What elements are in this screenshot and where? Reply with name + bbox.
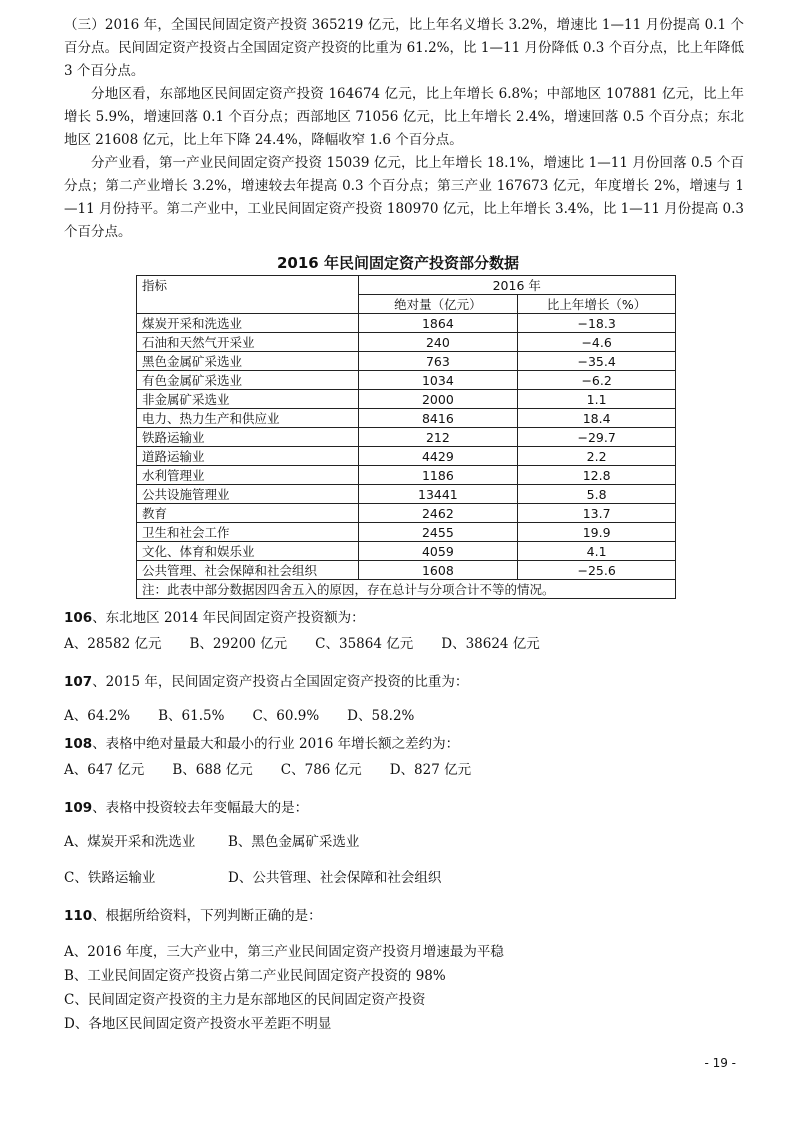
questions-section (64, 607, 744, 1035)
row-absolute: 1864 (358, 314, 518, 333)
question-stem (64, 671, 744, 693)
option-a[interactable]: A、2016 年度，三大产业中，第三产业民间固定资产投资月增速最为平稳 (64, 944, 504, 960)
question-stem (64, 607, 744, 629)
row-indicator: 黑色金属矿采选业 (137, 352, 359, 371)
row-growth: 12.8 (518, 466, 676, 485)
option-d[interactable]: D、58.2% (347, 708, 415, 724)
row-indicator: 有色金属矿采选业 (137, 371, 359, 390)
paragraph-regions: 分地区看，东部地区民间固定资产投资 164674 亿元，比上年增长 6.8%；中部地区 107881 亿元，比上年增长 5.9%，增速回落 0.1 个百分点；西部地区 71056 亿元，比上年增长 2.4%，增速回落 0.5 个百分点；东北地区 21608 亿元，比上年下降 24.4%，降幅收窄 1.6 个百分点。 (64, 86, 744, 148)
option-b[interactable]: B、29200 亿元 (189, 636, 288, 652)
row-absolute: 8416 (358, 409, 518, 428)
table-row (137, 523, 676, 542)
question-stem (64, 733, 744, 755)
option-c[interactable]: C、铁路运输业 (64, 870, 156, 886)
row-absolute: 4059 (358, 542, 518, 561)
row-growth: 5.8 (518, 485, 676, 504)
row-growth: 4.1 (518, 542, 676, 561)
option-d[interactable]: D、38624 亿元 (441, 636, 540, 652)
row-indicator: 石油和天然气开采业 (137, 333, 359, 352)
table-row (137, 333, 676, 352)
row-absolute: 13441 (358, 485, 518, 504)
row-indicator: 铁路运输业 (137, 428, 359, 447)
row-growth: 2.2 (518, 447, 676, 466)
question-text: 、表格中投资较去年变幅最大的是： (92, 800, 309, 816)
row-indicator: 公共设施管理业 (137, 485, 359, 504)
row-growth: −6.2 (518, 371, 676, 390)
question-text: 、表格中绝对量最大和最小的行业 2016 年增长额之差约为： (92, 736, 460, 752)
option-a[interactable]: A、64.2% (64, 708, 131, 724)
question-number: 110 (64, 908, 93, 924)
row-absolute: 1034 (358, 371, 518, 390)
question-text: 、根据所给资料，下列判断正确的是： (92, 908, 322, 924)
header-growth: 比上年增长（%） (518, 295, 676, 314)
row-growth: 1.1 (518, 390, 676, 409)
question-stem (64, 797, 744, 819)
row-absolute: 763 (358, 352, 518, 371)
question-number: 106 (64, 610, 93, 626)
question-number: 108 (64, 736, 93, 752)
option-b[interactable]: B、黑色金属矿采选业 (228, 834, 360, 850)
row-absolute: 1608 (358, 561, 518, 580)
row-growth: −29.7 (518, 428, 676, 447)
row-absolute: 212 (358, 428, 518, 447)
table-row (137, 561, 676, 580)
table-note: 注：此表中部分数据因四舍五入的原因，存在总计与分项合计不等的情况。 (137, 580, 676, 599)
table-row (137, 447, 676, 466)
option-d[interactable]: D、各地区民间固定资产投资水平差距不明显 (64, 1016, 332, 1032)
header-indicator: 指标 (137, 276, 359, 314)
question-106 (64, 607, 744, 655)
row-growth: 13.7 (518, 504, 676, 523)
option-b[interactable]: B、61.5% (158, 708, 225, 724)
investment-table (136, 275, 676, 599)
table-row (137, 390, 676, 409)
question-107 (64, 671, 744, 727)
option-b[interactable]: B、688 亿元 (172, 762, 253, 778)
row-growth: −4.6 (518, 333, 676, 352)
table-row (137, 352, 676, 371)
table-row (137, 428, 676, 447)
row-growth: −18.3 (518, 314, 676, 333)
question-text: 、2015 年，民间固定资产投资占全国固定资产投资的比重为： (92, 674, 469, 690)
row-growth: 19.9 (518, 523, 676, 542)
data-table-section (64, 252, 744, 599)
row-indicator: 道路运输业 (137, 447, 359, 466)
table-row (137, 371, 676, 390)
paragraph-national: （三）2016 年，全国民间固定资产投资 365219 亿元，比上年名义增长 3.2%，增速比 1—11 月份提高 0.1 个百分点。民间固定资产投资占全国固定资产投资的比重为 61.2%，比 1—11 月份降低 0.3 个百分点，比上年降低 3 个百分点。 (64, 17, 744, 79)
row-indicator: 煤炭开采和洗选业 (137, 314, 359, 333)
row-indicator: 公共管理、社会保障和社会组织 (137, 561, 359, 580)
option-c[interactable]: C、民间固定资产投资的主力是东部地区的民间固定资产投资 (64, 992, 426, 1008)
option-c[interactable]: C、60.9% (252, 708, 320, 724)
row-indicator: 文化、体育和娱乐业 (137, 542, 359, 561)
option-a[interactable]: A、煤炭开采和洗选业 (64, 834, 196, 850)
option-b[interactable]: B、工业民间固定资产投资占第二产业民间固定资产投资的 98% (64, 968, 446, 984)
question-number: 107 (64, 674, 93, 690)
table-row (137, 409, 676, 428)
row-absolute: 2455 (358, 523, 518, 542)
row-absolute: 2462 (358, 504, 518, 523)
option-c[interactable]: C、786 亿元 (280, 762, 362, 778)
header-year: 2016 年 (358, 276, 675, 295)
document-page (64, 14, 744, 1035)
question-110 (64, 905, 744, 1035)
row-absolute: 2000 (358, 390, 518, 409)
question-108 (64, 733, 744, 781)
table-row (137, 466, 676, 485)
option-c[interactable]: C、35864 亿元 (315, 636, 414, 652)
row-indicator: 教育 (137, 504, 359, 523)
row-indicator: 非金属矿采选业 (137, 390, 359, 409)
row-absolute: 240 (358, 333, 518, 352)
question-number: 109 (64, 800, 93, 816)
page-number: - 19 - (704, 1056, 736, 1070)
row-indicator: 电力、热力生产和供应业 (137, 409, 359, 428)
row-absolute: 4429 (358, 447, 518, 466)
paragraph-industries: 分产业看，第一产业民间固定资产投资 15039 亿元，比上年增长 18.1%，增速比 1—11 月份回落 0.5 个百分点；第二产业增长 3.2%，增速较去年提高 0.3 个百分点；第三产业 167673 亿元，年度增长 2%，增速与 1—11 月份持平。第二产业中，工业民间固定资产投资 180970 亿元，比上年增长 3.4%，比 1—11 月份提高 0.3 个百分点。 (64, 155, 744, 240)
option-a[interactable]: A、28582 亿元 (64, 636, 162, 652)
table-row (137, 504, 676, 523)
option-d[interactable]: D、公共管理、社会保障和社会组织 (228, 870, 442, 886)
row-indicator: 水利管理业 (137, 466, 359, 485)
option-a[interactable]: A、647 亿元 (64, 762, 145, 778)
option-d[interactable]: D、827 亿元 (389, 762, 472, 778)
table-row (137, 314, 676, 333)
question-stem (64, 905, 744, 927)
question-text: 、东北地区 2014 年民间固定资产投资额为： (92, 610, 365, 626)
row-absolute: 1186 (358, 466, 518, 485)
table-title: 2016 年民间固定资产投资部分数据 (277, 254, 519, 272)
row-growth: −35.4 (518, 352, 676, 371)
header-absolute: 绝对量（亿元） (358, 295, 518, 314)
row-indicator: 卫生和社会工作 (137, 523, 359, 542)
table-row (137, 485, 676, 504)
row-growth: 18.4 (518, 409, 676, 428)
row-growth: −25.6 (518, 561, 676, 580)
table-row (137, 542, 676, 561)
question-109 (64, 797, 744, 889)
